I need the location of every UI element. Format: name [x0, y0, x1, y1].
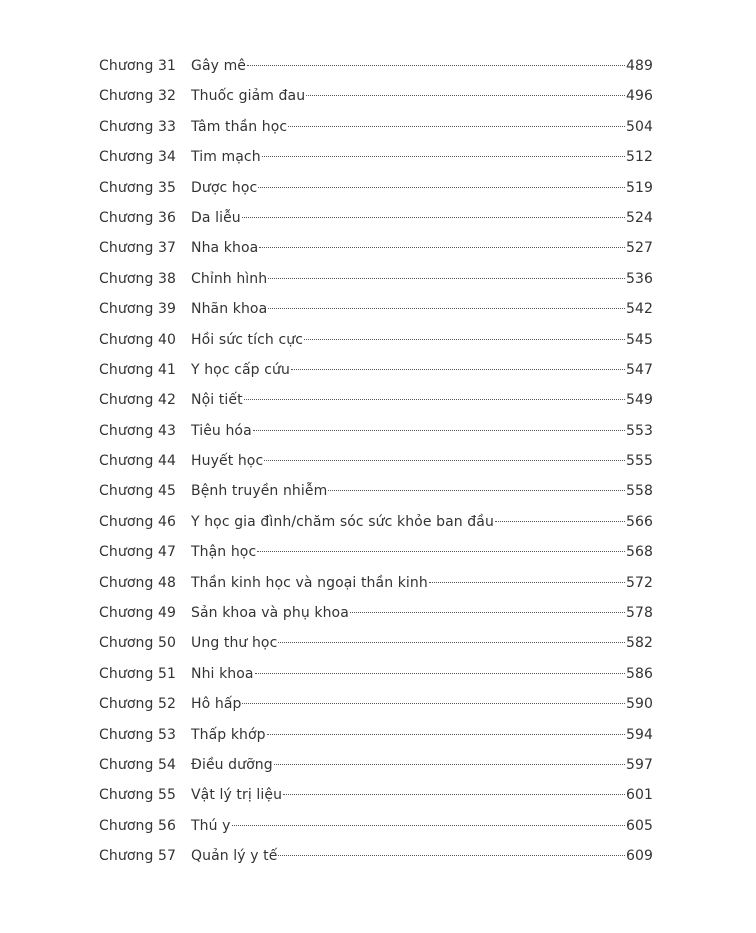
- dot-leader: [495, 521, 625, 522]
- chapter-title: Thuốc giảm đau: [191, 88, 306, 105]
- page-number: 601: [625, 787, 653, 804]
- dot-leader: [247, 65, 625, 66]
- page-number: 568: [625, 544, 653, 561]
- page-number: 536: [625, 270, 653, 287]
- toc-row-7[interactable]: [99, 233, 653, 263]
- chapter-title: Tim mạch: [191, 149, 261, 166]
- toc-row-11[interactable]: [99, 355, 653, 385]
- page-number: 489: [625, 58, 653, 74]
- page-number: 578: [625, 605, 653, 622]
- chapter-title: Dược học: [191, 179, 258, 196]
- toc-title-wrap: [191, 81, 653, 111]
- chapter-title: Chỉnh hình: [191, 270, 268, 287]
- toc-title-wrap: [191, 173, 653, 203]
- toc-title-wrap: [191, 51, 653, 81]
- chapter-number: Chương 34: [99, 149, 177, 166]
- chapter-number: Chương 44: [99, 453, 177, 470]
- page-number: 549: [625, 392, 653, 409]
- page-number: 609: [625, 848, 653, 865]
- page-number: 545: [625, 331, 653, 348]
- chapter-number: Chương 48: [99, 574, 177, 591]
- chapter-title: Nhãn khoa: [191, 301, 268, 318]
- toc-title-wrap: [191, 568, 653, 598]
- page-number: 594: [625, 726, 653, 743]
- chapter-title: Vật lý trị liệu: [191, 787, 283, 804]
- dot-leader: [264, 460, 625, 461]
- chapter-number: Chương 50: [99, 635, 177, 652]
- dot-leader: [291, 369, 625, 370]
- toc-title-wrap: [191, 780, 653, 810]
- page-number: 558: [625, 483, 653, 500]
- page-number: 504: [625, 118, 653, 135]
- toc-row-13[interactable]: [99, 416, 653, 446]
- toc-row-6[interactable]: [99, 203, 653, 233]
- chapter-title: Y học cấp cứu: [191, 361, 290, 378]
- page-number: 547: [625, 361, 653, 378]
- chapter-number: Chương 51: [99, 665, 177, 682]
- toc-title-wrap: [191, 142, 653, 172]
- dot-leader: [268, 308, 625, 309]
- toc-title-wrap: [191, 385, 653, 415]
- toc-row-24[interactable]: [99, 750, 653, 780]
- toc-title-wrap: [191, 476, 653, 506]
- dot-leader: [259, 247, 625, 248]
- page-number: 519: [625, 179, 653, 196]
- chapter-title: Điều dưỡng: [191, 756, 273, 773]
- page-number: 605: [625, 817, 653, 834]
- toc-row-1[interactable]: [99, 51, 653, 81]
- page-number: 512: [625, 149, 653, 166]
- dot-leader: [262, 156, 625, 157]
- toc-row-14[interactable]: [99, 446, 653, 476]
- chapter-title: Thần kinh học và ngoại thần kinh: [191, 574, 428, 591]
- page-number: 496: [625, 88, 653, 105]
- chapter-title: Nội tiết: [191, 392, 243, 409]
- dot-leader: [255, 673, 625, 674]
- toc-row-16[interactable]: [99, 507, 653, 537]
- toc-title-wrap: [191, 689, 653, 719]
- toc-row-12[interactable]: [99, 385, 653, 415]
- dot-leader: [350, 612, 625, 613]
- chapter-number: Chương 33: [99, 118, 177, 135]
- chapter-title: Y học gia đình/chăm sóc sức khỏe ban đầu: [191, 513, 494, 530]
- toc-row-9[interactable]: [99, 294, 653, 324]
- chapter-number: Chương 31: [99, 58, 177, 74]
- page-number: 527: [625, 240, 653, 257]
- toc-title-wrap: [191, 628, 653, 658]
- dot-leader: [288, 126, 625, 127]
- toc-row-8[interactable]: [99, 264, 653, 294]
- chapter-number: Chương 55: [99, 787, 177, 804]
- toc-row-20[interactable]: [99, 628, 653, 658]
- toc-row-26[interactable]: [99, 811, 653, 841]
- toc-title-wrap: [191, 325, 653, 355]
- chapter-title: Thú y: [191, 817, 231, 834]
- chapter-number: Chương 39: [99, 301, 177, 318]
- page-number: 597: [625, 756, 653, 773]
- toc-title-wrap: [191, 750, 653, 780]
- page-number: 524: [625, 209, 653, 226]
- dot-leader: [242, 217, 625, 218]
- chapter-title: Tâm thần học: [191, 118, 288, 135]
- toc-row-3[interactable]: [99, 112, 653, 142]
- toc-row-4[interactable]: [99, 142, 653, 172]
- toc-title-wrap: [191, 841, 653, 871]
- chapter-number: Chương 52: [99, 696, 177, 713]
- dot-leader: [283, 794, 625, 795]
- toc-title-wrap: [191, 507, 653, 537]
- toc-row-15[interactable]: [99, 476, 653, 506]
- chapter-number: Chương 53: [99, 726, 177, 743]
- chapter-number: Chương 54: [99, 756, 177, 773]
- chapter-number: Chương 56: [99, 817, 177, 834]
- toc-title-wrap: [191, 416, 653, 446]
- chapter-number: Chương 37: [99, 240, 177, 257]
- dot-leader: [278, 855, 625, 856]
- toc-title-wrap: [191, 203, 653, 233]
- chapter-title: Thấp khớp: [191, 726, 266, 743]
- chapter-number: Chương 41: [99, 361, 177, 378]
- chapter-number: Chương 40: [99, 331, 177, 348]
- toc-title-wrap: [191, 446, 653, 476]
- toc-title-wrap: [191, 233, 653, 263]
- dot-leader: [242, 703, 624, 704]
- chapter-number: Chương 45: [99, 483, 177, 500]
- toc-row-22[interactable]: [99, 689, 653, 719]
- chapter-number: Chương 46: [99, 513, 177, 530]
- chapter-title: Nha khoa: [191, 240, 259, 257]
- toc-row-18[interactable]: [99, 568, 653, 598]
- chapter-number: Chương 57: [99, 848, 177, 865]
- chapter-title: Huyết học: [191, 453, 264, 470]
- chapter-title: Bệnh truyền nhiễm: [191, 483, 328, 500]
- toc-title-wrap: [191, 537, 653, 567]
- chapter-title: Nhi khoa: [191, 665, 254, 682]
- toc-title-wrap: [191, 598, 653, 628]
- page-number: 542: [625, 301, 653, 318]
- dot-leader: [253, 430, 625, 431]
- page-number: 586: [625, 665, 653, 682]
- toc-row-2[interactable]: [99, 81, 653, 111]
- chapter-title: Quản lý y tế: [191, 848, 278, 865]
- toc-title-wrap: [191, 112, 653, 142]
- page-number: 566: [625, 513, 653, 530]
- dot-leader: [267, 734, 625, 735]
- toc-title-wrap: [191, 720, 653, 750]
- chapter-title: Sản khoa và phụ khoa: [191, 605, 349, 622]
- toc-row-17[interactable]: [99, 537, 653, 567]
- toc-row-25[interactable]: [99, 780, 653, 810]
- page-number: 555: [625, 453, 653, 470]
- chapter-number: Chương 43: [99, 422, 177, 439]
- toc-title-wrap: [191, 264, 653, 294]
- chapter-number: Chương 36: [99, 209, 177, 226]
- toc-title-wrap: [191, 355, 653, 385]
- dot-leader: [328, 490, 625, 491]
- chapter-number: Chương 38: [99, 270, 177, 287]
- chapter-title: Hô hấp: [191, 696, 242, 713]
- dot-leader: [274, 764, 625, 765]
- toc-row-5[interactable]: [99, 173, 653, 203]
- dot-leader: [306, 95, 625, 96]
- chapter-title: Tiêu hóa: [191, 422, 252, 439]
- dot-leader: [278, 642, 625, 643]
- chapter-title: Hồi sức tích cực: [191, 331, 304, 348]
- page-number: 590: [625, 696, 653, 713]
- page-number: 582: [625, 635, 653, 652]
- dot-leader: [244, 399, 625, 400]
- toc-row-19[interactable]: [99, 598, 653, 628]
- dot-leader: [429, 582, 625, 583]
- toc-title-wrap: [191, 811, 653, 841]
- toc-row-23[interactable]: [99, 720, 653, 750]
- chapter-title: Da liễu: [191, 209, 241, 226]
- chapter-number: Chương 32: [99, 88, 177, 105]
- chapter-title: Ung thư học: [191, 635, 278, 652]
- dot-leader: [257, 551, 625, 552]
- chapter-number: Chương 47: [99, 544, 177, 561]
- toc-title-wrap: [191, 659, 653, 689]
- dot-leader: [232, 825, 625, 826]
- chapter-number: Chương 42: [99, 392, 177, 409]
- chapter-number: Chương 35: [99, 179, 177, 196]
- toc-row-21[interactable]: [99, 659, 653, 689]
- toc-row-10[interactable]: [99, 325, 653, 355]
- table-of-contents: [99, 51, 653, 872]
- dot-leader: [258, 187, 625, 188]
- page-number: 553: [625, 422, 653, 439]
- dot-leader: [268, 278, 625, 279]
- chapter-title: Thận học: [191, 544, 257, 561]
- page-number: 572: [625, 574, 653, 591]
- toc-title-wrap: [191, 294, 653, 324]
- toc-row-27[interactable]: [99, 841, 653, 871]
- chapter-title: Gây mê: [191, 58, 247, 74]
- dot-leader: [304, 339, 625, 340]
- chapter-number: Chương 49: [99, 605, 177, 622]
